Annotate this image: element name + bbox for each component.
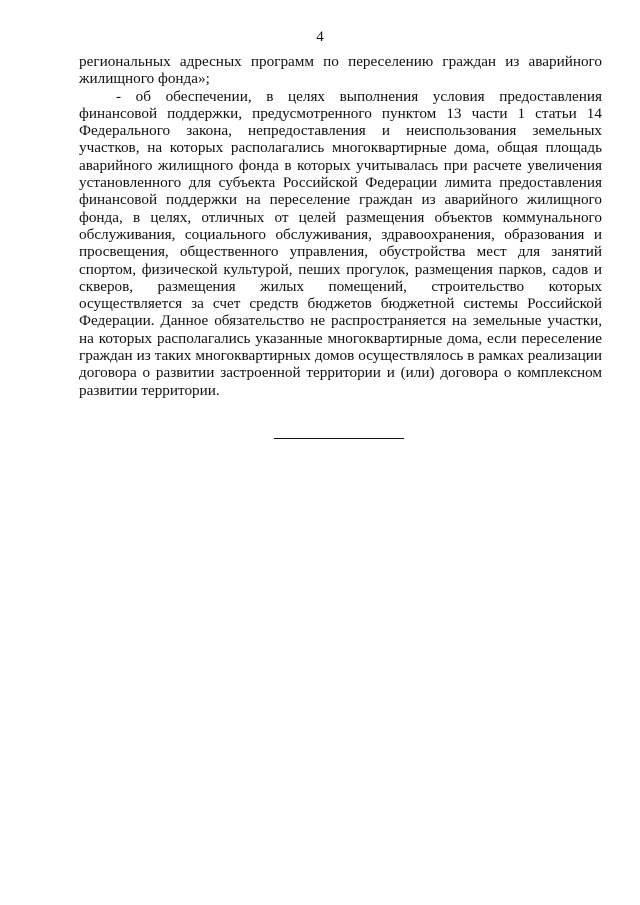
- paragraph-obligation: - об обеспечении, в целях выполнения условия предоставления финансовой поддержки, предусмотренного пунктом 13 части 1 статьи 14 Федерального закона, непредоставления и неиспользования земельных участков, на которых располагались многоквартирные дома, общая площадь аварийного жилищного фонда в которых учитывалась при расчете увеличения установленного для субъекта Российской Федерации лимита предоставления финансовой поддержки на переселение граждан из аварийного жилищного фонда, в целях, отличных от целей размещения объектов коммунального обслуживания, социального обслуживания, здравоохранения, образования и просвещения, общественного управления, обустройства мест для занятий спортом, физической культурой, пеших прогулок, размещения парков, садов и скверов, размещения жилых помещений, строительство которых осуществляется за счет средств бюджетов бюджетной системы Российской Федерации. Данное обязательство не распространяется на земельные участки, на которых располагались указанные многоквартирные дома, если переселение граждан из таких многоквартирных домов осуществлялось в рамках реализации договора о развитии застроенной территории и (или) договора о комплексном развитии территории.: [79, 87, 602, 399]
- paragraph-continuation: региональных адресных программ по переселению граждан из аварийного жилищного фонда»;: [79, 53, 602, 88]
- document-body: [79, 53, 602, 399]
- end-of-text-rule: [274, 438, 404, 439]
- page-number: 4: [316, 29, 324, 45]
